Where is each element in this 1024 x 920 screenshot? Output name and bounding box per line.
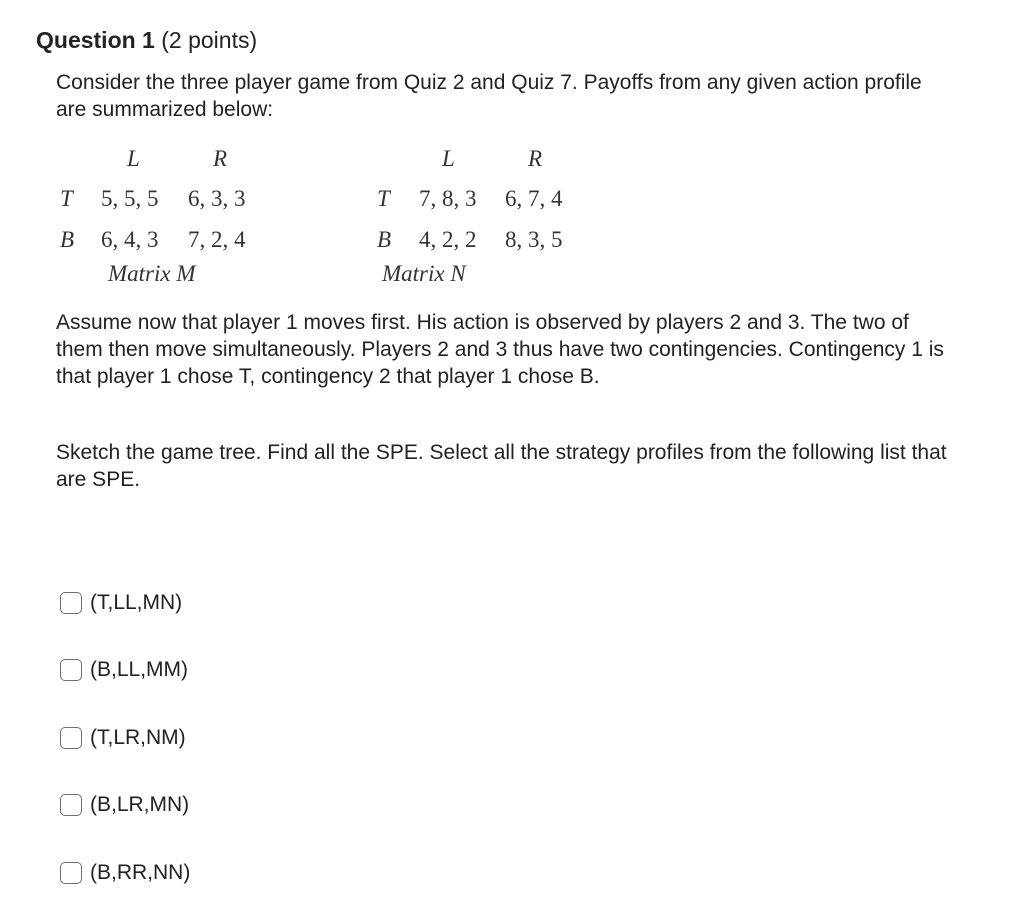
option-label: (T,LR,NM) <box>90 726 186 749</box>
matrix-n-col-l: L <box>442 146 455 171</box>
matrix-m-cell-tr: 6, 3, 3 <box>188 186 246 211</box>
matrix-n-row-t: T <box>377 186 390 211</box>
option-2[interactable] <box>60 655 188 685</box>
checkbox-icon[interactable] <box>60 794 82 816</box>
option-3[interactable] <box>60 723 186 753</box>
question-instruction: Sketch the game tree. Find all the SPE. Select all the strategy profiles from the following list that are SPE. <box>56 441 947 491</box>
question-intro: Consider the three player game from Quiz 2 and Quiz 7. Payoffs from any given action profile are summarized below: <box>56 71 922 121</box>
question-setup-paragraph: Assume now that player 1 moves first. His action is observed by players 2 and 3. The two of them then move simultaneously. Players 2 and 3 thus have two contingencies. Contingency 1 is that player 1 chose T, contingency 2 that player 1 chose B. <box>56 311 944 388</box>
option-label: (B,LR,MN) <box>90 793 190 816</box>
matrix-n-row-b: B <box>377 227 392 252</box>
matrix-n-col-r: R <box>528 146 543 171</box>
matrix-m-caption: Matrix M <box>108 261 196 286</box>
option-label: (B,LL,MM) <box>90 658 189 681</box>
question-header <box>36 26 257 54</box>
option-5[interactable] <box>60 858 190 888</box>
matrix-n-caption: Matrix N <box>382 261 466 286</box>
checkbox-icon[interactable] <box>60 862 82 884</box>
matrix-m-col-l: L <box>127 146 140 171</box>
checkbox-icon[interactable] <box>60 592 82 614</box>
option-label: (B,RR,NN) <box>90 861 191 884</box>
matrix-n-cell-br: 8, 3, 5 <box>505 227 563 252</box>
matrix-m-cell-tl: 5, 5, 5 <box>101 186 159 211</box>
matrix-m-col-r: R <box>213 146 228 171</box>
matrix-m-cell-br: 7, 2, 4 <box>188 227 246 252</box>
checkbox-icon[interactable] <box>60 659 82 681</box>
matrix-m-cell-bl: 6, 4, 3 <box>101 227 159 252</box>
matrix-m-row-t: T <box>60 186 73 211</box>
checkbox-icon[interactable] <box>60 727 82 749</box>
matrix-n-cell-bl: 4, 2, 2 <box>419 227 477 252</box>
question-title: Question 1 <box>36 27 155 53</box>
matrix-m-row-b: B <box>60 227 75 252</box>
option-label: (T,LL,MN) <box>90 591 183 614</box>
option-1[interactable] <box>60 588 182 618</box>
option-4[interactable] <box>60 790 189 820</box>
matrix-n-cell-tl: 7, 8, 3 <box>419 186 477 211</box>
matrix-n-cell-tr: 6, 7, 4 <box>505 186 563 211</box>
question-points: (2 points) <box>161 27 258 53</box>
